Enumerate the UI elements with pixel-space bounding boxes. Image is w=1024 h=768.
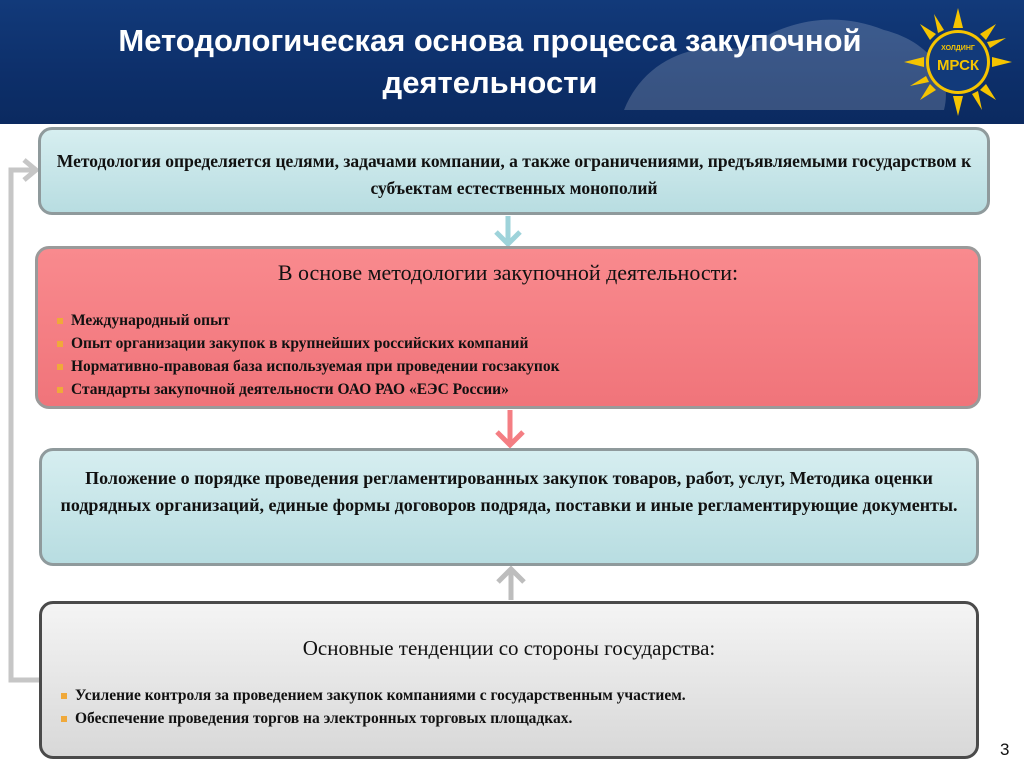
list-item: Опыт организации закупок в крупнейших российских компаний bbox=[38, 332, 978, 355]
basis-list bbox=[38, 309, 978, 401]
page-title: Методологическая основа процесса закупочной деятельности bbox=[118, 23, 862, 100]
regulations-box bbox=[39, 448, 979, 566]
methodology-text: Методология определяется целями, задачами компании, а также ограничениями, предъявляемыми государством к субъектам естественных монополий bbox=[56, 151, 972, 198]
svg-text:МРСК: МРСК bbox=[936, 57, 980, 74]
page-number: 3 bbox=[1000, 740, 1010, 759]
header-banner bbox=[0, 0, 1024, 124]
mrsk-logo bbox=[902, 6, 1014, 118]
svg-text:ХОЛДИНГ: ХОЛДИНГ bbox=[941, 45, 975, 52]
basis-box bbox=[35, 246, 981, 409]
methodology-box bbox=[38, 127, 990, 215]
list-item: Стандарты закупочной деятельности ОАО РАО «ЕЭС России» bbox=[38, 378, 978, 401]
list-item: Усиление контроля за проведением закупок компаниями с государственным участием. bbox=[42, 684, 976, 707]
state-trends-list bbox=[42, 684, 976, 730]
list-item: Обеспечение проведения торгов на электронных торговых площадках. bbox=[42, 707, 976, 730]
state-trends-title: Основные тенденции со стороны государства: bbox=[302, 636, 716, 660]
list-item: Нормативно-правовая база используемая при проведении госзакупок bbox=[38, 355, 978, 378]
regulations-text: Положение о порядке проведения регламентированных закупок товаров, работ, услуг, Методика оценки подрядных организаций, единые формы договоров подряда, поставки и иные регламентирующие документы. bbox=[60, 468, 958, 515]
basis-title: В основе методологии закупочной деятельности: bbox=[277, 260, 739, 285]
list-item: Международный опыт bbox=[38, 309, 978, 332]
state-trends-box bbox=[39, 601, 979, 759]
